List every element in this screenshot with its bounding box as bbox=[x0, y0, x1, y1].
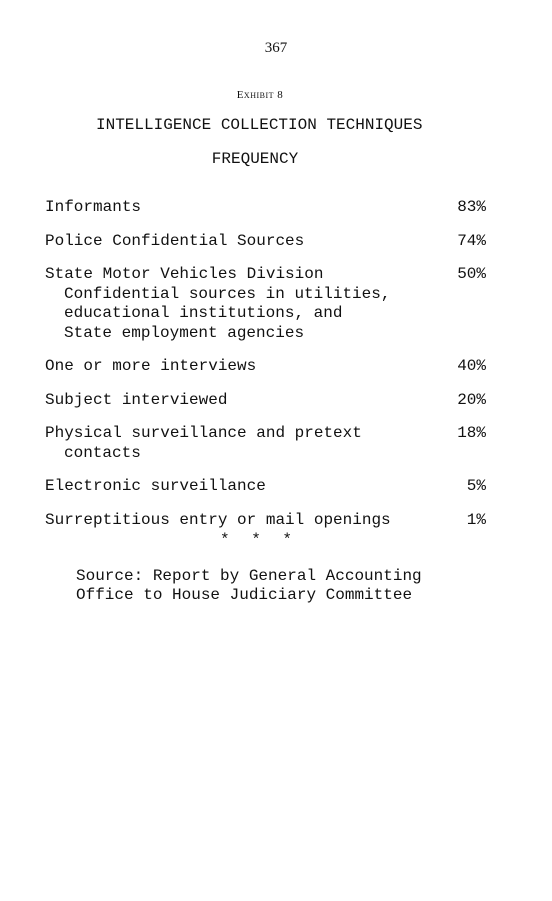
technique-frequency: 5% bbox=[466, 477, 486, 495]
technique-row bbox=[45, 232, 495, 252]
technique-row bbox=[45, 357, 495, 377]
technique-sublines bbox=[45, 285, 495, 344]
technique-label: Police Confidential Sources bbox=[45, 231, 305, 250]
section-separator: * * * bbox=[219, 531, 298, 549]
technique-frequency: 20% bbox=[457, 390, 486, 409]
technique-label: Electronic surveillance bbox=[45, 477, 266, 495]
technique-label: Physical surveillance and pretext bbox=[45, 424, 362, 442]
technique-row bbox=[45, 511, 495, 531]
source-note bbox=[76, 567, 422, 605]
technique-label: Subject interviewed bbox=[45, 390, 228, 409]
source-line: Source: Report by General Accounting bbox=[76, 567, 422, 585]
technique-subline: educational institutions, and bbox=[64, 304, 343, 322]
exhibit-label: Exhibit 8 bbox=[236, 89, 284, 101]
source-line: Office to House Judiciary Committee bbox=[76, 586, 413, 604]
technique-row bbox=[45, 424, 495, 463]
technique-label: One or more interviews bbox=[45, 357, 257, 375]
technique-row bbox=[45, 477, 495, 497]
technique-frequency: 40% bbox=[457, 357, 486, 375]
technique-label: Informants bbox=[45, 198, 142, 216]
technique-row bbox=[45, 265, 495, 343]
table-title: INTELLIGENCE COLLECTION TECHNIQUES bbox=[96, 116, 423, 134]
page-number: 367 bbox=[264, 40, 288, 56]
technique-subline: contacts bbox=[64, 443, 141, 462]
technique-frequency: 83% bbox=[457, 198, 486, 216]
technique-subline: State employment agencies bbox=[64, 323, 305, 342]
technique-row bbox=[45, 391, 495, 411]
technique-sublines bbox=[45, 444, 495, 464]
technique-frequency: 50% bbox=[457, 265, 486, 283]
table-subtitle: FREQUENCY bbox=[211, 150, 299, 168]
technique-label: State Motor Vehicles Division bbox=[45, 265, 324, 283]
technique-frequency: 1% bbox=[466, 510, 486, 529]
technique-frequency: 74% bbox=[457, 231, 486, 250]
technique-row bbox=[45, 198, 495, 218]
technique-label: Surreptitious entry or mail openings bbox=[45, 510, 391, 529]
technique-list bbox=[45, 198, 495, 544]
technique-frequency: 18% bbox=[457, 424, 486, 442]
technique-subline: Confidential sources in utilities, bbox=[64, 284, 391, 303]
